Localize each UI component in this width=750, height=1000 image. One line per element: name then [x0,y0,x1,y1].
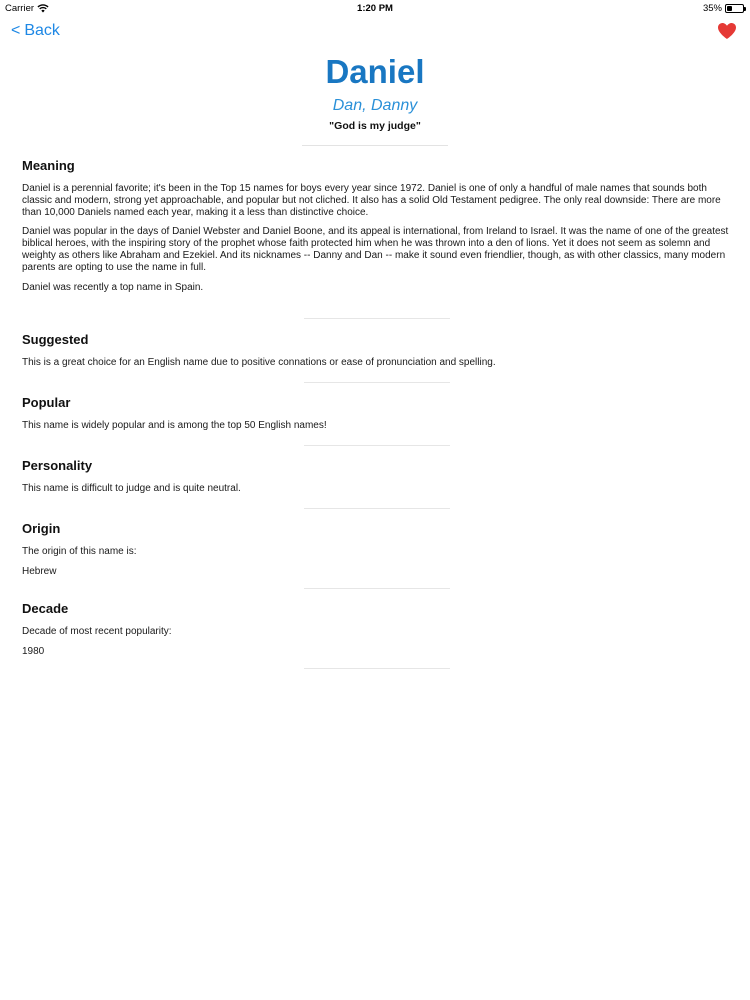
popular-text: This name is widely popular and is among the top 50 English names! [22,420,327,431]
battery-tip [744,7,746,11]
origin-label: The origin of this name is: [22,546,137,557]
decade-section [22,600,730,658]
popular-section [22,394,730,432]
battery-level [727,6,732,11]
section-divider [304,445,450,446]
battery-icon [725,4,744,13]
section-divider [304,382,450,383]
personality-heading: Personality [22,458,93,473]
nicknames: Dan, Danny [332,97,418,114]
decade-label: Decade of most recent popularity: [22,626,172,637]
nav-bar [0,18,750,48]
suggested-text: This is a great choice for an English name due to positive connations or ease of pronunciation and spelling. [22,357,496,368]
section-divider [304,668,450,669]
section-divider [304,588,450,589]
back-label: Back [24,22,60,39]
battery-percent: 35% [702,3,722,14]
decade-value: 1980 [22,645,45,657]
origin-value: Hebrew [22,565,57,577]
name-meaning-quote: "God is my judge" [329,120,421,132]
back-button[interactable] [11,22,60,40]
meaning-section [22,157,730,293]
suggested-section [22,331,730,369]
meaning-heading: Meaning [22,158,75,173]
personality-section [22,457,730,495]
personality-text: This name is difficult to judge and is quite neutral. [22,483,241,494]
suggested-heading: Suggested [22,332,89,347]
decade-heading: Decade [22,601,69,616]
meaning-paragraph: Daniel is a perennial favorite; it's been in the Top 15 names for boys every year since 1972. Daniel is one of only a handful of male names that sounds both classic and modern, strong yet approachable, and popular but not cliched. It also has a solid Old Testament pedigree. The only real downside: There are more than 10,000 Daniels named each year, making it a less than distinctive choice. [22,183,721,218]
name-header [0,52,750,133]
origin-section [22,520,730,578]
meaning-paragraph: Daniel was recently a top name in Spain. [22,281,204,293]
page-title: Daniel [325,53,425,90]
section-divider [304,508,450,509]
carrier-label: Carrier [5,3,35,14]
origin-heading: Origin [22,521,61,536]
chevron-left-icon: < [11,22,21,39]
popular-heading: Popular [22,395,71,410]
section-divider [304,318,450,319]
status-bar [0,0,750,16]
meaning-body [22,183,730,293]
favorite-heart-icon[interactable] [717,22,737,40]
meaning-paragraph: Daniel was popular in the days of Daniel Webster and Daniel Boone, and its appeal is international, from Ireland to Israel. It was the name of one of the greatest biblical heroes, with the inspiring story of the prophet whose faith protected him when he was thrown into a den of lions. Yet it does not seem as solemn and weighty as others like Abraham and Ezekiel. And its nicknames -- Danny and Dan -- make it sound even friendlier, though, as with other classics, many modern parents are opting to use the name in full. [22,226,729,273]
status-right [703,3,744,14]
status-time: 1:20 PM [357,3,393,14]
header-divider [302,145,448,146]
